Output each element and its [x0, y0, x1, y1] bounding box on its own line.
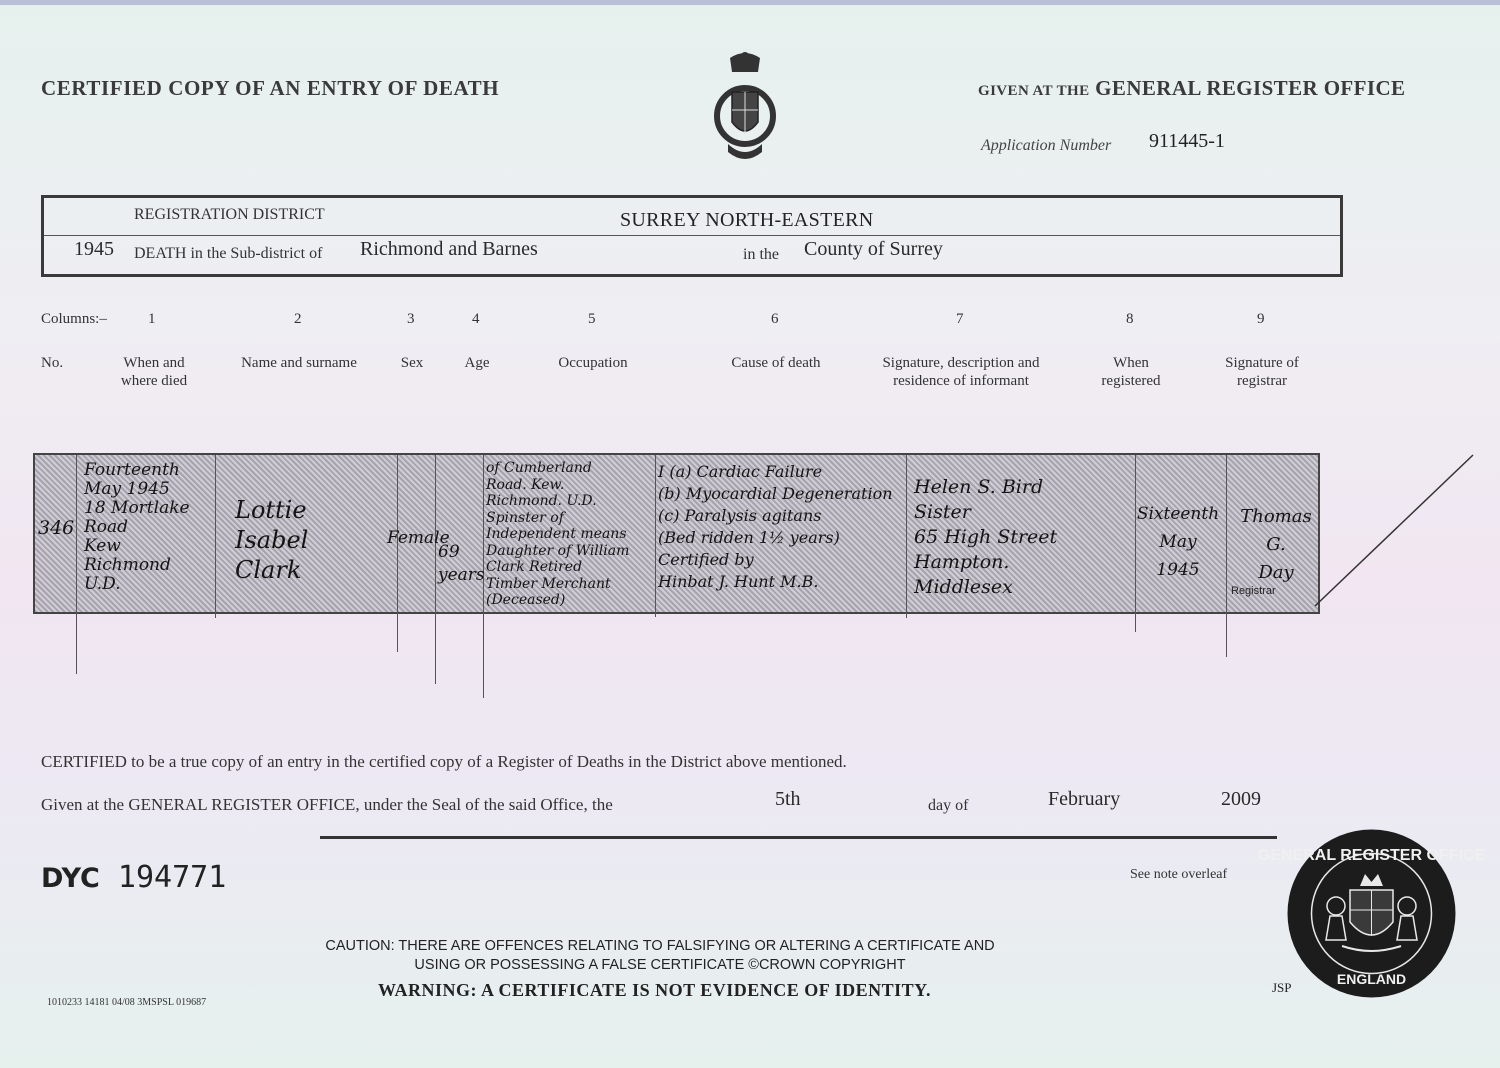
day-of-label: day of: [928, 797, 969, 814]
county-value: County of Surrey: [804, 238, 943, 260]
column-number: 5: [588, 311, 596, 327]
entry-name-surname: Lottie Isabel Clark: [215, 455, 398, 652]
column-number: 2: [294, 311, 302, 327]
print-code: 1010233 14181 04/08 3MSPSL 019687: [47, 997, 207, 1008]
entry-sex: Female: [382, 455, 436, 684]
serial-prefix: DYC: [41, 863, 100, 894]
column-number: 1: [148, 311, 156, 327]
caution-notice: CAUTION: THERE ARE OFFENCES RELATING TO FALSIFYING OR ALTERING A CERTIFICATE AND USING OR POSSESSING A FALSE CERTIFICATE ©CROWN COPYRIGHT: [325, 938, 995, 973]
certification-year: 2009: [1221, 788, 1261, 810]
serial-number: 194771: [117, 860, 227, 895]
registration-district-value: SURREY NORTH-EASTERN: [620, 209, 874, 231]
royal-crest-icon: [710, 48, 780, 166]
top-edge-strip: [0, 0, 1500, 5]
diagonal-cancel-line: [1313, 450, 1478, 610]
column-number: 8: [1126, 311, 1134, 327]
application-number-label: Application Number: [981, 137, 1112, 154]
entry-occupation: of Cumberland Road. Kew. Richmond. U.D. Spinster of Independent means Daughter of William Clark Retired Timber Merchant (Deceased): [481, 455, 656, 617]
application-number: 911445-1: [1149, 130, 1225, 152]
entry-age: 69 years: [433, 455, 484, 698]
column-header-when-registered: When registered: [1101, 355, 1161, 389]
certificate-title: CERTIFIED COPY OF AN ENTRY OF DEATH: [41, 76, 500, 100]
given-at-label: GIVEN AT THE: [978, 83, 1090, 99]
column-header-registrar: Signature of registrar: [1225, 355, 1299, 389]
clerk-initials: JSP: [1272, 980, 1292, 995]
entry-when-where-died: Fourteenth May 1945 18 Mortlake Road Kew Richmond U.D.: [79, 455, 216, 618]
see-note-overleaf: See note overleaf: [1130, 867, 1228, 882]
office-name: GENERAL REGISTER OFFICE: [1095, 76, 1406, 100]
certification-day: 5th: [775, 788, 801, 810]
column-header-when-where: When and where died: [120, 355, 188, 389]
entry-registrar-signature: Thomas G. Day: [1240, 506, 1312, 583]
column-header-age: Age: [464, 355, 490, 371]
in-the-label: in the: [743, 246, 779, 263]
entry-informant: Helen S. Bird Sister 65 High Street Hampton. Middlesex: [904, 455, 1136, 632]
column-number: 7: [956, 311, 964, 327]
column-number: 6: [771, 311, 779, 327]
sub-district-label: DEATH in the Sub-district of: [134, 245, 323, 262]
column-header-occupation: Occupation: [558, 355, 628, 371]
seal-text-top: GENERAL REGISTER OFFICE: [1257, 847, 1486, 864]
sub-district-value: Richmond and Barnes: [360, 238, 538, 260]
given-at-statement: Given at the GENERAL REGISTER OFFICE, under the Seal of the said Office, the: [41, 795, 613, 814]
registration-divider: [44, 235, 1340, 236]
column-header-cause: Cause of death: [731, 355, 821, 371]
columns-label: Columns:–: [41, 311, 107, 327]
column-header-sex: Sex: [400, 355, 424, 371]
signature-rule: [320, 836, 1277, 839]
office-title: [978, 76, 1405, 101]
entry-cause-of-death: I (a) Cardiac Failure (b) Myocardial Degeneration (c) Paralysis agitans (Bed ridden 1½ years) Certified by Hinbat J. Hunt M.B.: [653, 455, 907, 618]
column-number: 4: [472, 311, 480, 327]
certificate-serial: [41, 860, 226, 895]
column-header-informant: Signature, description and residence of informant: [882, 355, 1040, 389]
column-header-name: Name and surname: [241, 355, 357, 371]
entry-number: 346: [35, 455, 77, 674]
certification-month: February: [1048, 788, 1121, 810]
identity-warning: WARNING: A CERTIFICATE IS NOT EVIDENCE OF IDENTITY.: [378, 980, 931, 1000]
certification-statement: CERTIFIED to be a true copy of an entry in the certified copy of a Register of Deaths in the District above mentioned.: [41, 752, 847, 771]
registrar-label: Registrar: [1231, 585, 1276, 597]
registration-district-label: REGISTRATION DISTRICT: [134, 206, 325, 223]
registration-year: 1945: [74, 238, 114, 260]
entry-when-registered: Sixteenth May 1945: [1128, 455, 1227, 657]
column-header-no: No.: [41, 355, 64, 371]
column-number: 9: [1257, 311, 1265, 327]
register-entry-scan: [33, 453, 1320, 614]
seal-text-bottom: ENGLAND: [1336, 971, 1407, 987]
column-number: 3: [407, 311, 415, 327]
